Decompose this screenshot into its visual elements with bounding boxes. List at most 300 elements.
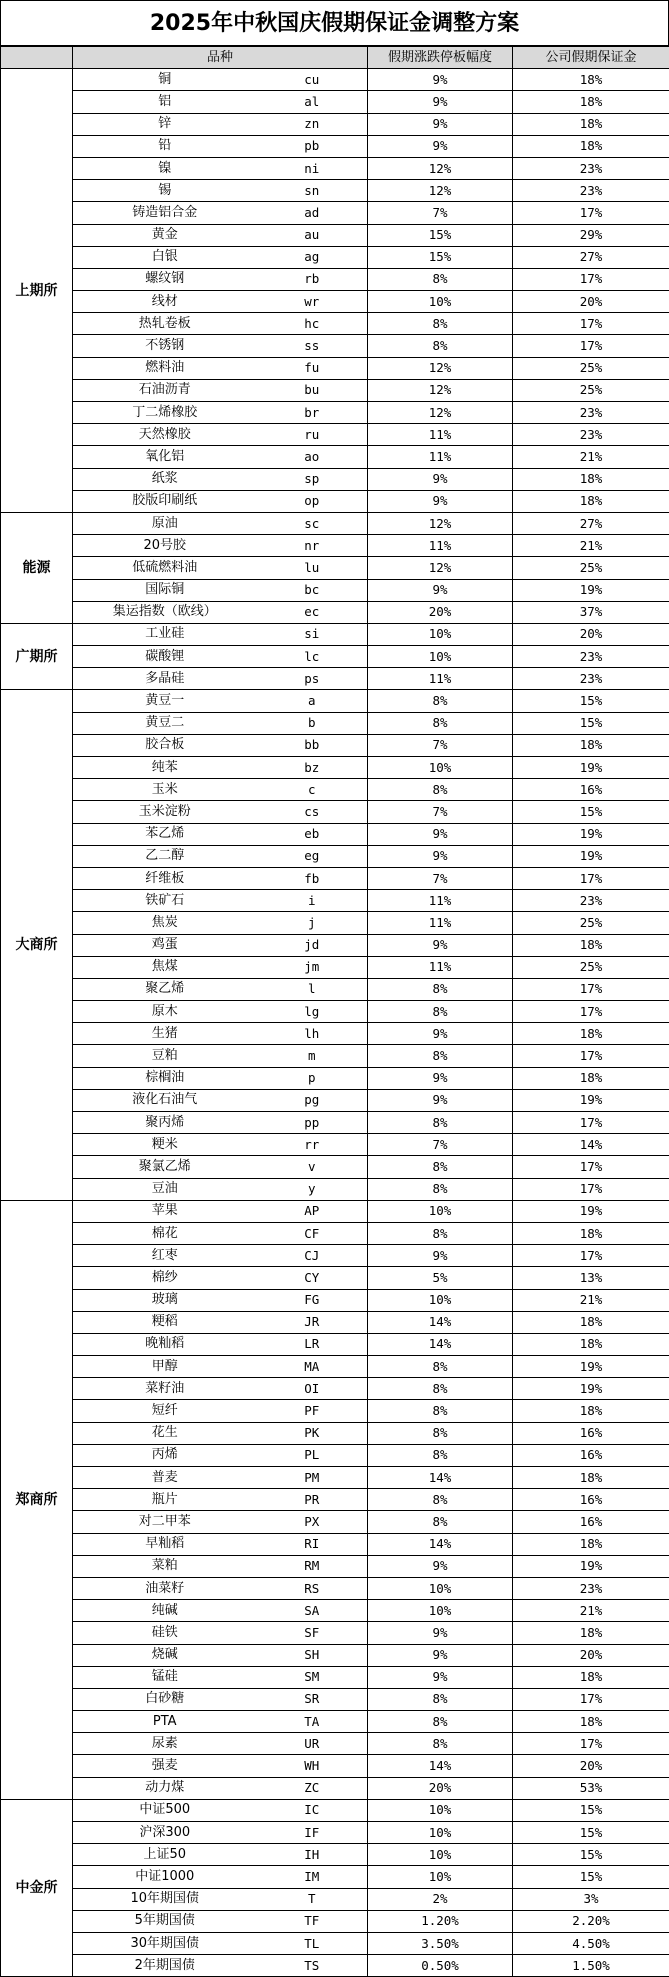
variety-name: 10年期国债 xyxy=(73,1888,257,1910)
limit-value: 8% xyxy=(368,1444,513,1466)
variety-name: 氧化铝 xyxy=(73,446,257,468)
margin-value: 2.20% xyxy=(513,1910,669,1932)
table-row xyxy=(1,1622,669,1644)
variety-name: 棕榈油 xyxy=(73,1067,257,1089)
variety-code: PR xyxy=(257,1489,368,1511)
variety-code: nr xyxy=(257,535,368,557)
variety-code: i xyxy=(257,890,368,912)
margin-value: 53% xyxy=(513,1777,669,1799)
limit-value: 9% xyxy=(368,91,513,113)
table-row xyxy=(1,180,669,202)
variety-code: IH xyxy=(257,1844,368,1866)
variety-name: 中证500 xyxy=(73,1799,257,1821)
table-row xyxy=(1,1378,669,1400)
variety-name: 胶版印刷纸 xyxy=(73,490,257,512)
table-row xyxy=(1,135,669,157)
table-row xyxy=(1,535,669,557)
table-row xyxy=(1,1400,669,1422)
table-row xyxy=(1,1089,669,1111)
variety-name: 20号胶 xyxy=(73,535,257,557)
margin-value: 15% xyxy=(513,712,669,734)
margin-value: 17% xyxy=(513,1733,669,1755)
table-row xyxy=(1,978,669,1000)
variety-name: 瓶片 xyxy=(73,1489,257,1511)
margin-value: 18% xyxy=(513,1333,669,1355)
variety-name: 油菜籽 xyxy=(73,1577,257,1599)
variety-code: bz xyxy=(257,757,368,779)
variety-code: SR xyxy=(257,1688,368,1710)
table-row xyxy=(1,1267,669,1289)
limit-value: 8% xyxy=(368,1400,513,1422)
variety-code: b xyxy=(257,712,368,734)
variety-code: rr xyxy=(257,1134,368,1156)
margin-value: 18% xyxy=(513,1400,669,1422)
variety-name: 乙二醇 xyxy=(73,845,257,867)
margin-value: 17% xyxy=(513,1156,669,1178)
variety-code: T xyxy=(257,1888,368,1910)
table-row xyxy=(1,1245,669,1267)
variety-code: ag xyxy=(257,246,368,268)
table-row xyxy=(1,1866,669,1888)
table-row xyxy=(1,801,669,823)
table-row xyxy=(1,779,669,801)
table-row xyxy=(1,1600,669,1622)
limit-value: 8% xyxy=(368,1688,513,1710)
margin-value: 18% xyxy=(513,1222,669,1244)
variety-code: sn xyxy=(257,180,368,202)
table-row xyxy=(1,1888,669,1910)
margin-value: 18% xyxy=(513,1622,669,1644)
margin-value: 25% xyxy=(513,956,669,978)
variety-code: fb xyxy=(257,867,368,889)
table-row xyxy=(1,734,669,756)
table-row xyxy=(1,912,669,934)
table-row xyxy=(1,246,669,268)
table-row xyxy=(1,690,669,712)
variety-name: 丙烯 xyxy=(73,1444,257,1466)
limit-value: 14% xyxy=(368,1755,513,1777)
table-row xyxy=(1,601,669,623)
limit-value: 12% xyxy=(368,157,513,179)
limit-value: 10% xyxy=(368,1799,513,1821)
variety-name: 聚乙烯 xyxy=(73,978,257,1000)
table-row xyxy=(1,1200,669,1222)
variety-code: pp xyxy=(257,1112,368,1134)
table-row xyxy=(1,113,669,135)
margin-value: 13% xyxy=(513,1267,669,1289)
variety-code: al xyxy=(257,91,368,113)
limit-value: 5% xyxy=(368,1267,513,1289)
variety-name: 动力煤 xyxy=(73,1777,257,1799)
variety-code: PL xyxy=(257,1444,368,1466)
margin-value: 17% xyxy=(513,268,669,290)
variety-name: 纯碱 xyxy=(73,1600,257,1622)
variety-code: ZC xyxy=(257,1777,368,1799)
margin-value: 16% xyxy=(513,779,669,801)
limit-value: 11% xyxy=(368,668,513,690)
variety-code: bb xyxy=(257,734,368,756)
variety-code: PX xyxy=(257,1511,368,1533)
limit-value: 14% xyxy=(368,1311,513,1333)
variety-name: 热轧卷板 xyxy=(73,313,257,335)
variety-name: 尿素 xyxy=(73,1733,257,1755)
table-row xyxy=(1,1799,669,1821)
variety-name: 2年期国债 xyxy=(73,1955,257,1977)
variety-name: 胶合板 xyxy=(73,734,257,756)
limit-value: 8% xyxy=(368,1001,513,1023)
margin-value: 25% xyxy=(513,379,669,401)
limit-value: 14% xyxy=(368,1533,513,1555)
variety-code: ps xyxy=(257,668,368,690)
limit-value: 12% xyxy=(368,379,513,401)
variety-name: 花生 xyxy=(73,1422,257,1444)
margin-value: 18% xyxy=(513,1711,669,1733)
limit-value: 8% xyxy=(368,1156,513,1178)
table-row xyxy=(1,757,669,779)
limit-value: 12% xyxy=(368,512,513,534)
variety-code: IF xyxy=(257,1822,368,1844)
table-row xyxy=(1,668,669,690)
limit-value: 10% xyxy=(368,1600,513,1622)
margin-value: 18% xyxy=(513,468,669,490)
table-row xyxy=(1,1688,669,1710)
table-row xyxy=(1,1533,669,1555)
limit-value: 12% xyxy=(368,180,513,202)
variety-code: IM xyxy=(257,1866,368,1888)
margin-value: 19% xyxy=(513,1555,669,1577)
variety-code: PF xyxy=(257,1400,368,1422)
variety-code: y xyxy=(257,1178,368,1200)
variety-code: si xyxy=(257,623,368,645)
variety-code: CY xyxy=(257,1267,368,1289)
margin-value: 18% xyxy=(513,1311,669,1333)
margin-value: 17% xyxy=(513,1688,669,1710)
table-row xyxy=(1,579,669,601)
margin-value: 18% xyxy=(513,69,669,91)
limit-value: 10% xyxy=(368,1844,513,1866)
variety-name: PTA xyxy=(73,1711,257,1733)
margin-value: 16% xyxy=(513,1422,669,1444)
table-row xyxy=(1,91,669,113)
limit-value: 15% xyxy=(368,246,513,268)
variety-name: 纸浆 xyxy=(73,468,257,490)
exchange-label: 上期所 xyxy=(1,69,73,513)
variety-code: TL xyxy=(257,1932,368,1954)
header-limit: 假期涨跌停板幅度 xyxy=(368,47,513,69)
variety-code: br xyxy=(257,402,368,424)
limit-value: 8% xyxy=(368,1378,513,1400)
limit-value: 1.20% xyxy=(368,1910,513,1932)
limit-value: 9% xyxy=(368,113,513,135)
variety-code: m xyxy=(257,1045,368,1067)
variety-name: 液化石油气 xyxy=(73,1089,257,1111)
margin-value: 17% xyxy=(513,978,669,1000)
limit-value: 11% xyxy=(368,890,513,912)
table-row xyxy=(1,202,669,224)
table-row xyxy=(1,379,669,401)
variety-name: 豆油 xyxy=(73,1178,257,1200)
variety-name: 白银 xyxy=(73,246,257,268)
variety-name: 中证1000 xyxy=(73,1866,257,1888)
limit-value: 8% xyxy=(368,1422,513,1444)
table-row xyxy=(1,313,669,335)
table-row xyxy=(1,468,669,490)
limit-value: 8% xyxy=(368,690,513,712)
table-row xyxy=(1,890,669,912)
variety-name: 聚氯乙烯 xyxy=(73,1156,257,1178)
limit-value: 8% xyxy=(368,1356,513,1378)
limit-value: 11% xyxy=(368,424,513,446)
header-variety: 品种 xyxy=(73,47,368,69)
variety-name: 锌 xyxy=(73,113,257,135)
margin-value: 19% xyxy=(513,1089,669,1111)
margin-value: 18% xyxy=(513,490,669,512)
table-row xyxy=(1,1489,669,1511)
variety-name: 锡 xyxy=(73,180,257,202)
variety-name: 铸造铝合金 xyxy=(73,202,257,224)
margin-value: 23% xyxy=(513,890,669,912)
variety-code: CJ xyxy=(257,1245,368,1267)
table-row xyxy=(1,1932,669,1954)
table-row xyxy=(1,1644,669,1666)
variety-name: 纯苯 xyxy=(73,757,257,779)
variety-name: 甲醇 xyxy=(73,1356,257,1378)
limit-value: 12% xyxy=(368,402,513,424)
limit-value: 8% xyxy=(368,1711,513,1733)
table-row xyxy=(1,1511,669,1533)
variety-name: 不锈钢 xyxy=(73,335,257,357)
variety-name: 苹果 xyxy=(73,1200,257,1222)
table-row xyxy=(1,1023,669,1045)
table-row xyxy=(1,1844,669,1866)
variety-code: lh xyxy=(257,1023,368,1045)
variety-name: 生猪 xyxy=(73,1023,257,1045)
exchange-label: 能源 xyxy=(1,512,73,623)
variety-code: IC xyxy=(257,1799,368,1821)
variety-name: 玉米 xyxy=(73,779,257,801)
limit-value: 10% xyxy=(368,1200,513,1222)
variety-code: eb xyxy=(257,823,368,845)
variety-code: ad xyxy=(257,202,368,224)
margin-value: 18% xyxy=(513,113,669,135)
margin-value: 25% xyxy=(513,357,669,379)
table-row xyxy=(1,1222,669,1244)
margin-value: 18% xyxy=(513,1533,669,1555)
variety-name: 鸡蛋 xyxy=(73,934,257,956)
margin-value: 1.50% xyxy=(513,1955,669,1977)
variety-name: 铅 xyxy=(73,135,257,157)
limit-value: 9% xyxy=(368,845,513,867)
table-row xyxy=(1,1112,669,1134)
limit-value: 11% xyxy=(368,912,513,934)
variety-code: WH xyxy=(257,1755,368,1777)
limit-value: 8% xyxy=(368,1178,513,1200)
limit-value: 8% xyxy=(368,779,513,801)
margin-value: 16% xyxy=(513,1444,669,1466)
variety-code: bc xyxy=(257,579,368,601)
limit-value: 7% xyxy=(368,867,513,889)
margin-value: 20% xyxy=(513,291,669,313)
variety-code: ao xyxy=(257,446,368,468)
variety-name: 玉米淀粉 xyxy=(73,801,257,823)
variety-code: v xyxy=(257,1156,368,1178)
limit-value: 8% xyxy=(368,978,513,1000)
limit-value: 9% xyxy=(368,490,513,512)
variety-code: cu xyxy=(257,69,368,91)
variety-name: 锰硅 xyxy=(73,1666,257,1688)
limit-value: 9% xyxy=(368,1666,513,1688)
variety-name: 烧碱 xyxy=(73,1644,257,1666)
margin-value: 21% xyxy=(513,1289,669,1311)
margin-value: 23% xyxy=(513,668,669,690)
limit-value: 8% xyxy=(368,1489,513,1511)
variety-code: j xyxy=(257,912,368,934)
variety-name: 玻璃 xyxy=(73,1289,257,1311)
variety-name: 晚籼稻 xyxy=(73,1333,257,1355)
margin-value: 23% xyxy=(513,646,669,668)
limit-value: 12% xyxy=(368,557,513,579)
variety-name: 原木 xyxy=(73,1001,257,1023)
exchange-label: 大商所 xyxy=(1,690,73,1200)
table-row xyxy=(1,1777,669,1799)
variety-name: 碳酸锂 xyxy=(73,646,257,668)
variety-code: SM xyxy=(257,1666,368,1688)
limit-value: 20% xyxy=(368,601,513,623)
table-row xyxy=(1,1910,669,1932)
margin-value: 19% xyxy=(513,1378,669,1400)
variety-name: 燃料油 xyxy=(73,357,257,379)
margin-value: 17% xyxy=(513,202,669,224)
variety-code: l xyxy=(257,978,368,1000)
exchange-label: 郑商所 xyxy=(1,1200,73,1799)
table-row xyxy=(1,1577,669,1599)
exchange-label: 中金所 xyxy=(1,1799,73,1977)
limit-value: 9% xyxy=(368,135,513,157)
limit-value: 10% xyxy=(368,1866,513,1888)
limit-value: 10% xyxy=(368,1289,513,1311)
margin-value: 17% xyxy=(513,1112,669,1134)
table-row xyxy=(1,424,669,446)
variety-name: 短纤 xyxy=(73,1400,257,1422)
limit-value: 7% xyxy=(368,734,513,756)
variety-name: 普麦 xyxy=(73,1467,257,1489)
limit-value: 3.50% xyxy=(368,1932,513,1954)
variety-name: 菜粕 xyxy=(73,1555,257,1577)
limit-value: 8% xyxy=(368,712,513,734)
table-row xyxy=(1,867,669,889)
margin-value: 19% xyxy=(513,823,669,845)
margin-value: 21% xyxy=(513,1600,669,1622)
table-row xyxy=(1,1555,669,1577)
variety-name: 上证50 xyxy=(73,1844,257,1866)
limit-value: 9% xyxy=(368,1089,513,1111)
variety-name: 粳稻 xyxy=(73,1311,257,1333)
margin-value: 15% xyxy=(513,1822,669,1844)
variety-code: LR xyxy=(257,1333,368,1355)
limit-value: 9% xyxy=(368,468,513,490)
table-row xyxy=(1,512,669,534)
document-title: 2025年中秋国庆假期保证金调整方案 xyxy=(0,0,669,46)
limit-value: 11% xyxy=(368,956,513,978)
limit-value: 8% xyxy=(368,313,513,335)
margin-value: 23% xyxy=(513,157,669,179)
table-row xyxy=(1,1045,669,1067)
limit-value: 9% xyxy=(368,579,513,601)
limit-value: 10% xyxy=(368,1822,513,1844)
variety-name: 5年期国债 xyxy=(73,1910,257,1932)
table-row xyxy=(1,1178,669,1200)
variety-code: AP xyxy=(257,1200,368,1222)
limit-value: 11% xyxy=(368,446,513,468)
limit-value: 9% xyxy=(368,1067,513,1089)
table-row xyxy=(1,1333,669,1355)
margin-value: 15% xyxy=(513,801,669,823)
margin-value: 29% xyxy=(513,224,669,246)
limit-value: 8% xyxy=(368,1511,513,1533)
variety-name: 30年期国债 xyxy=(73,1932,257,1954)
margin-value: 18% xyxy=(513,934,669,956)
margin-value: 17% xyxy=(513,1045,669,1067)
table-row xyxy=(1,357,669,379)
variety-code: lg xyxy=(257,1001,368,1023)
variety-name: 硅铁 xyxy=(73,1622,257,1644)
limit-value: 9% xyxy=(368,1245,513,1267)
variety-code: op xyxy=(257,490,368,512)
table-row xyxy=(1,934,669,956)
table-row xyxy=(1,1356,669,1378)
margin-value: 18% xyxy=(513,1467,669,1489)
margin-value: 19% xyxy=(513,579,669,601)
limit-value: 8% xyxy=(368,268,513,290)
variety-name: 镍 xyxy=(73,157,257,179)
variety-name: 线材 xyxy=(73,291,257,313)
margin-value: 20% xyxy=(513,623,669,645)
variety-name: 粳米 xyxy=(73,1134,257,1156)
margin-value: 37% xyxy=(513,601,669,623)
limit-value: 10% xyxy=(368,646,513,668)
limit-value: 9% xyxy=(368,934,513,956)
variety-code: SH xyxy=(257,1644,368,1666)
limit-value: 7% xyxy=(368,801,513,823)
margin-value: 27% xyxy=(513,512,669,534)
variety-name: 国际铜 xyxy=(73,579,257,601)
table-row xyxy=(1,1822,669,1844)
variety-name: 多晶硅 xyxy=(73,668,257,690)
variety-code: c xyxy=(257,779,368,801)
margin-value: 25% xyxy=(513,557,669,579)
table-row xyxy=(1,224,669,246)
variety-code: TA xyxy=(257,1711,368,1733)
table-row xyxy=(1,1711,669,1733)
variety-code: OI xyxy=(257,1378,368,1400)
limit-value: 8% xyxy=(368,1733,513,1755)
variety-code: fu xyxy=(257,357,368,379)
limit-value: 9% xyxy=(368,1644,513,1666)
table-row xyxy=(1,845,669,867)
variety-code: ni xyxy=(257,157,368,179)
limit-value: 7% xyxy=(368,1134,513,1156)
table-row xyxy=(1,712,669,734)
limit-value: 9% xyxy=(368,823,513,845)
variety-name: 棉花 xyxy=(73,1222,257,1244)
variety-name: 黄豆一 xyxy=(73,690,257,712)
margin-value: 15% xyxy=(513,1866,669,1888)
variety-name: 焦煤 xyxy=(73,956,257,978)
margin-value: 17% xyxy=(513,313,669,335)
margin-value: 18% xyxy=(513,1067,669,1089)
variety-code: TS xyxy=(257,1955,368,1977)
margin-value: 17% xyxy=(513,335,669,357)
